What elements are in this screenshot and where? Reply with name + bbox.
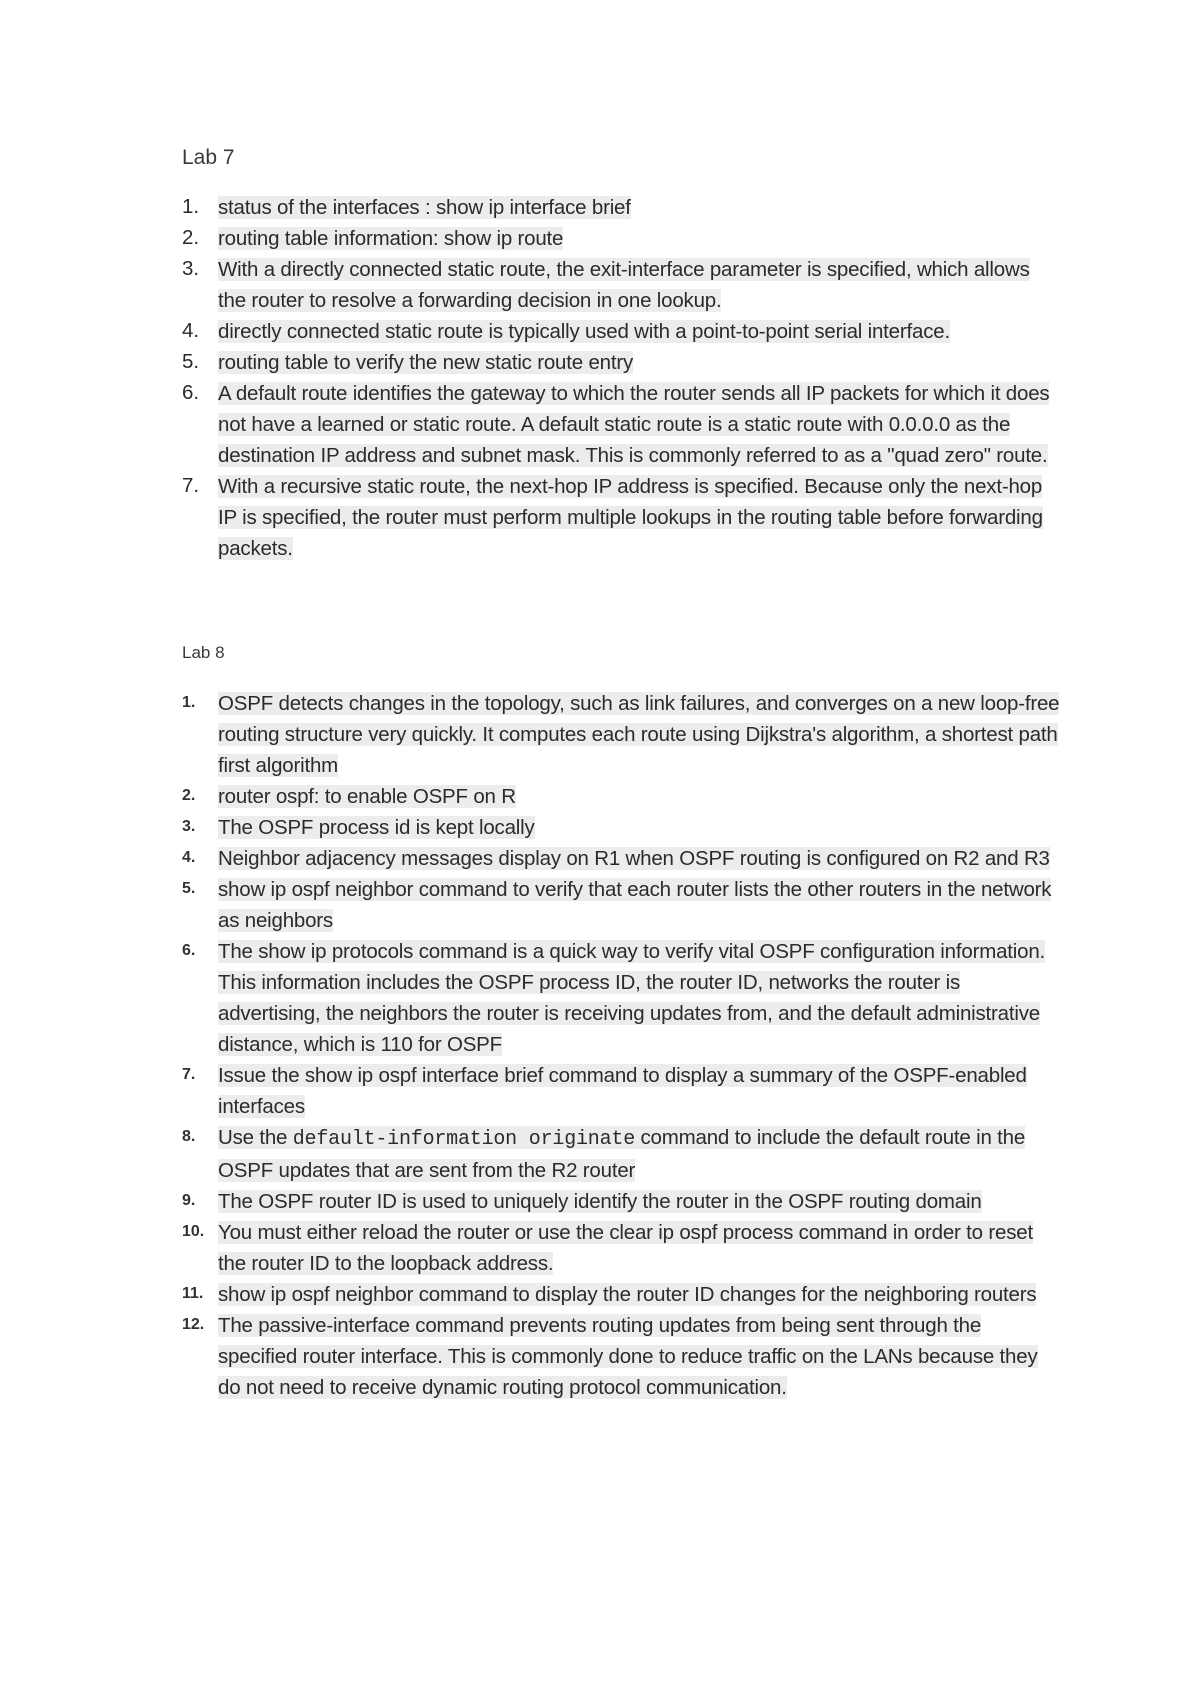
list-item: 3. The OSPF process id is kept locally — [182, 816, 535, 839]
list-item: 6. A default route identifies the gateway to which the router sends all IP packets for which it does not have a learned or static route. A default static route is a static route with 0.0.0.0 as the destination IP address and subnet mask. This is commonly referred to as a "quad zero" route. — [182, 381, 1050, 467]
list-item: 3. With a directly connected static route, the exit-interface parameter is specified, which allows the router to resolve a forwarding decision in one lookup. — [182, 257, 1030, 312]
list-item: 2. routing table information: show ip route — [182, 226, 564, 250]
list-item: 1. status of the interfaces : show ip interface brief — [182, 195, 631, 219]
list-item: 11. show ip ospf neighbor command to display the router ID changes for the neighboring routers — [182, 1283, 1037, 1306]
list-item: 4. Neighbor adjacency messages display on R1 when OSPF routing is configured on R2 and R3 — [182, 847, 1050, 870]
lab8-list — [182, 688, 1062, 1403]
list-item: 7. Issue the show ip ospf interface brief command to display a summary of the OSPF-enabled interfaces — [182, 1064, 1027, 1118]
list-item: 8. Use the default-information originate command to include the default route in the OSPF updates that are sent from the R2 router — [182, 1126, 1026, 1182]
list-item: 1. OSPF detects changes in the topology, such as link failures, and converges on a new loop-free routing structure very quickly. It computes each route using Dijkstra's algorithm, a shortest path first algorithm — [182, 692, 1060, 777]
lab8-heading: Lab 8 — [182, 643, 225, 662]
list-item: 10. You must either reload the router or use the clear ip ospf process command in order to reset the router ID to the loopback address. — [182, 1221, 1033, 1275]
list-item: 12. The passive-interface command prevents routing updates from being sent through the specified router interface. This is commonly done to reduce traffic on the LANs because they do not need to receive dynamic routing protocol communication. — [182, 1314, 1038, 1399]
lab7-list — [182, 192, 1062, 564]
list-item: 5. routing table to verify the new static route entry — [182, 350, 634, 374]
command-code: default-information originate — [292, 1128, 636, 1151]
list-item: 9. The OSPF router ID is used to uniquely identify the router in the OSPF routing domain — [182, 1190, 982, 1213]
list-item: 6. The show ip protocols command is a quick way to verify vital OSPF configuration information. This information includes the OSPF process ID, the router ID, networks the router is advertising, the neighbors the router is receiving updates from, and the default administrative distance, which is 110 for OSPF — [182, 940, 1046, 1056]
list-item: 4. directly connected static route is typically used with a point-to-point serial interface. — [182, 319, 950, 343]
list-item: 7. With a recursive static route, the next-hop IP address is specified. Because only the next-hop IP is specified, the router must perform multiple lookups in the routing table before forwarding packets. — [182, 474, 1043, 560]
list-item: 5. show ip ospf neighbor command to verify that each router lists the other routers in the network as neighbors — [182, 878, 1052, 932]
lab7-heading: Lab 7 — [182, 146, 235, 169]
list-item: 2. router ospf: to enable OSPF on R — [182, 785, 516, 808]
